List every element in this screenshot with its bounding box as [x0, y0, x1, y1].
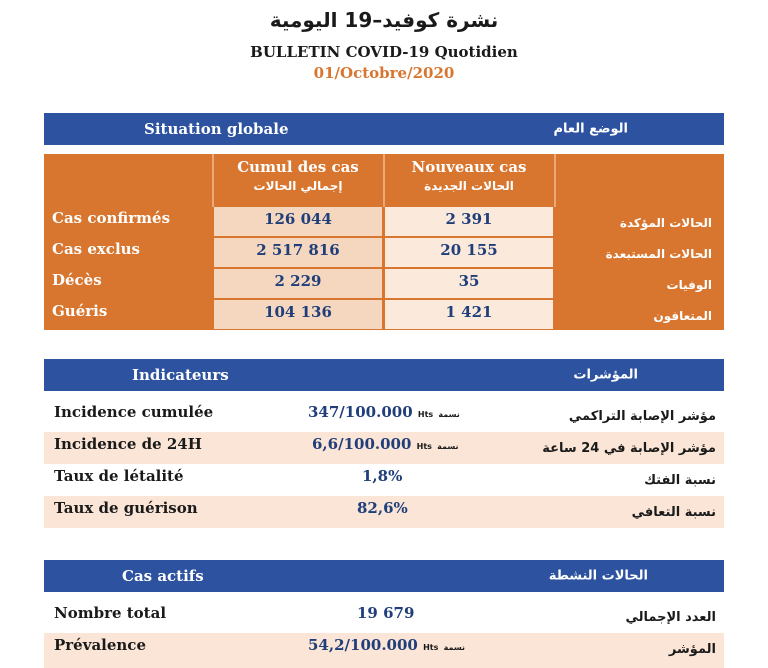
indicator-row — [44, 464, 724, 496]
indicator-label-fr: Incidence de 24H — [54, 435, 202, 453]
indicator-number: 6,6/100.000 — [312, 435, 412, 453]
active-number: 54,2/100.000 — [308, 636, 418, 654]
cas-actifs-header — [44, 560, 724, 592]
situation-title-ar: الوضع العام — [553, 121, 628, 137]
column-header-cumul-fr: Cumul des cas — [237, 158, 359, 176]
row-label-ar: الحالات المؤكدة — [619, 216, 712, 230]
row-label-ar: المتعافون — [653, 309, 712, 323]
active-label-ar: المؤشر — [668, 642, 716, 657]
indicator-value — [312, 435, 459, 453]
column-header-cumul — [214, 154, 382, 207]
indicateurs-header — [44, 359, 724, 391]
indicator-unit-ar: نسمة — [438, 410, 460, 419]
new-value: 35 — [385, 269, 553, 298]
row-label-fr: Cas exclus — [52, 240, 140, 258]
active-unit: Hts — [423, 643, 439, 652]
indicateurs-title-ar: المؤشرات — [573, 367, 638, 383]
row-label-ar: الوفيات — [666, 278, 712, 292]
table-row — [44, 300, 724, 331]
column-divider — [554, 154, 556, 207]
row-label-fr: Guéris — [52, 302, 108, 320]
new-value: 1 421 — [385, 300, 553, 329]
row-label-ar: الحالات المستبعدة — [605, 247, 712, 261]
active-value: 19 679 — [357, 604, 415, 622]
indicator-label-ar: نسبة التعافي — [631, 505, 716, 520]
situation-table — [44, 154, 724, 330]
title-arabic: نشرة كوفيد–19 اليومية — [269, 8, 499, 32]
column-header-cumul-ar: إجمالي الحالات — [253, 179, 343, 193]
active-value — [308, 636, 465, 654]
column-header-new-fr: Nouveaux cas — [411, 158, 527, 176]
indicator-unit: Hts — [416, 442, 432, 451]
indicator-row — [44, 432, 724, 464]
title-french: BULLETIN COVID-19 Quotidien — [250, 43, 518, 61]
indicator-value: 82,6% — [357, 499, 408, 517]
indicator-label-ar: مؤشر الإصابة في 24 ساعة — [542, 441, 716, 456]
active-row — [44, 633, 724, 668]
active-label-fr: Nombre total — [54, 604, 167, 622]
active-unit-ar: نسمة — [443, 643, 465, 652]
active-label-fr: Prévalence — [54, 636, 146, 654]
cumul-value: 104 136 — [214, 300, 382, 329]
row-label-fr: Décès — [52, 271, 102, 289]
indicator-number: 347/100.000 — [308, 403, 413, 421]
cas-actifs-title-fr: Cas actifs — [122, 567, 204, 585]
indicator-label-fr: Incidence cumulée — [54, 403, 214, 421]
column-header-new-ar: الحالات الجديدة — [424, 179, 514, 193]
cumul-value: 2 229 — [214, 269, 382, 298]
new-value: 2 391 — [385, 207, 553, 236]
new-value: 20 155 — [385, 238, 553, 267]
indicator-value: 1,8% — [362, 467, 403, 485]
active-label-ar: العدد الإجمالي — [625, 610, 716, 625]
indicator-row — [44, 496, 724, 528]
indicator-unit-ar: نسمة — [437, 442, 459, 451]
indicator-label-ar: مؤشر الإصابة التراكمي — [568, 409, 716, 424]
indicator-label-ar: نسبة الفتك — [644, 473, 716, 488]
table-row — [44, 207, 724, 238]
indicator-unit: Hts — [417, 410, 434, 419]
row-label-fr: Cas confirmés — [52, 209, 171, 227]
indicator-row — [44, 400, 724, 432]
table-row — [44, 238, 724, 269]
column-header-new — [385, 154, 553, 207]
indicator-label-fr: Taux de létalité — [54, 467, 184, 485]
indicator-value — [308, 403, 460, 421]
table-row — [44, 269, 724, 300]
indicateurs-title-fr: Indicateurs — [132, 366, 229, 384]
situation-title-fr: Situation globale — [144, 120, 289, 138]
situation-table-header — [44, 154, 724, 207]
bulletin-date: 01/Octobre/2020 — [313, 64, 455, 82]
situation-globale-header — [44, 113, 724, 145]
indicator-label-fr: Taux de guérison — [54, 499, 198, 517]
cumul-value: 2 517 816 — [214, 238, 382, 267]
cumul-value: 126 044 — [214, 207, 382, 236]
cas-actifs-title-ar: الحالات النشطة — [548, 568, 648, 584]
active-row — [44, 601, 724, 633]
